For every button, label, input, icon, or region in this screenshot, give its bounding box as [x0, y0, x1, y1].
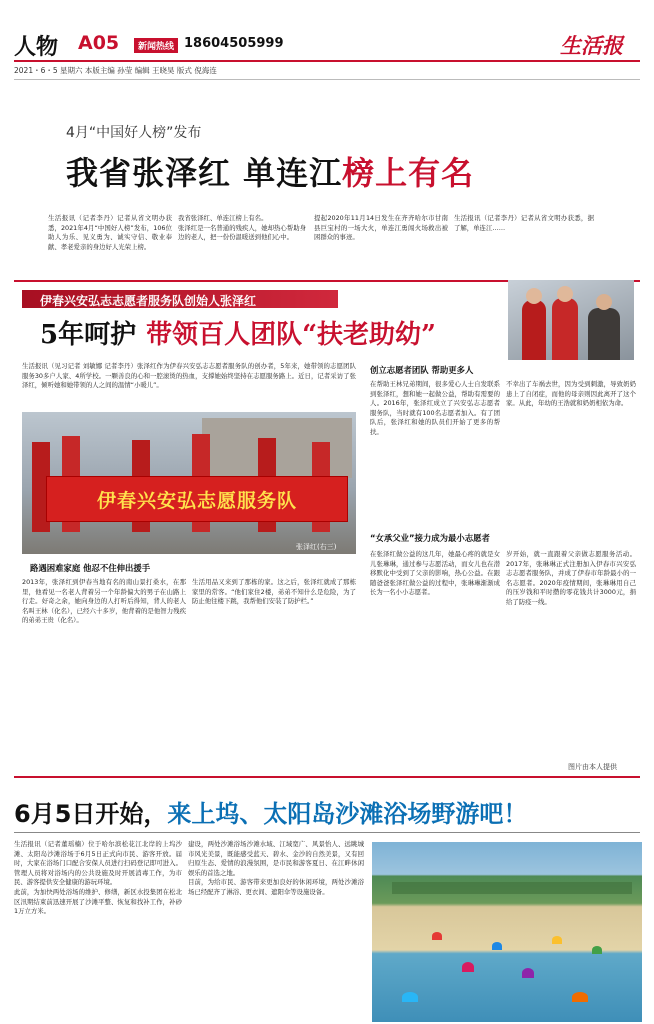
beach-photo [372, 842, 642, 1022]
story1-col1: 生活报讯（记者李丹）记者从省文明办获悉，2021年4月“中国好人榜”发布，106位助人为乐、见义勇为、诚实守信、敬业奉献、孝老爱亲的身边好人光荣上榜。 [48, 214, 172, 251]
story3-divider [14, 832, 640, 833]
dateline-rule [14, 79, 640, 80]
story2-sub2-text: 2013年，张泽红到伊春当地有名的南山景打桑水，在那里，他看见一名老人背着另一个年龄偏大的男子在山路上行走。好奇之余，她向身边的人打听后得知，背人的老人名叫王林（化名），已经六十多岁，他背着的是他智力残疾的弟弟王贵（化名）。 [22, 578, 186, 625]
story2-sub1-text: 在帮助王林兄弟期间，很多爱心人士自发联系到张泽红，想和她一起做公益，帮助有需要的人。2016年，张泽红成立了兴安弘志志愿者服务队，当时就有100名志愿者加入。有了团队后，张泽红和她的队员们开始了更多的帮扶。 [370, 380, 500, 436]
story2-kicker: 伊春兴安弘志志愿者服务队创始人张泽红 [40, 294, 257, 308]
team-banner-photo [22, 412, 356, 554]
section-title: 人物 [14, 34, 59, 60]
story1-col4: 生活报讯（记者李丹）记者从省文明办获悉，据了解，单连江…… [454, 214, 594, 232]
story2-lead: 生活报讯（见习记者 刘敏娜 记者李丹）张泽红作为伊春兴安弘志志愿者服务队的创办者，5年来，她带领的志愿团队服务30多户人家、4所学校。一颗善良的心和一腔滚烫的热血，支撑她始终坚持在志愿服务路上。近日，记者采访了张泽红，倾听她和她带领的人之间的温情“小暖儿”。 [22, 362, 356, 390]
story2-sub3-text: 在张泽红做公益的这几年，她最心疼的就是女儿张琳琳，通过参与志愿活动，而女儿也在潜移默化中受到了父亲的影响，热心公益。在跟随爸爸张泽红做公益的过程中，张琳琳渐渐成长为一名小小志愿者。 [370, 550, 500, 597]
story2-headline [40, 314, 436, 351]
banner-text: 伊春兴安弘志愿服务队 [96, 489, 297, 512]
page-code: A05 [78, 32, 120, 54]
masthead-rule [14, 60, 640, 62]
story3-col2: 建设，两处沙滩浴场沙滩水域、江域宽广、风景怡人、远眺城市风光美景，既能感受蓝天、碧水、金沙的自然美景，又有回归原生态、爱情的浪漫氛围，是市民和游客夏日、在江畔休闲娱乐的首选之地。 目前，为给市民、游客带来更加良好的休闲环境，两处沙滩浴场已经配齐了淋浴、更衣间、遮阳伞等设施设备。 [188, 840, 364, 896]
banner-cloth [46, 476, 348, 522]
story3-col1: 生活报讯（记者董瑶楠）位于哈尔滨松花江北岸的上坞沙滩、太阳岛沙滩浴场于6月5日正式向市民、游客开放。届时，大家在浴场门口配合安保人员进行扫码登记即可进入。管理人员将对浴场内的公共设施及时开展消毒工作，为市民、游客提供安全健康的游玩环境。 此前，为加快两处浴场的维护、修缮，新区水投集团在松北区汛期结束前迅速开展了沙滩平整、恢复和找补工作，补砂1万立方米。 [14, 840, 182, 916]
dateline: 2021・6・5 星期六 本版主编 孙莹 编辑 王晓昊 版式 倪海连 [14, 66, 217, 75]
story1-headline-main: 我省张泽红 单连江 [66, 154, 343, 192]
portrait-photo [508, 280, 634, 360]
story2-sub1-text2: 不幸出了车祸去世，因为受到刺激，导致奶奶患上了自闭症，而他的母亲则因此离开了这个家。从此，年幼的王浩就和奶奶相依为命。 [506, 380, 636, 408]
photo-credit: 图片由本人提供 [568, 763, 617, 771]
story3-headline [14, 794, 527, 829]
hotline-number: 18604505999 [184, 36, 284, 51]
story1-kicker: 4月“中国好人榜”发布 [66, 125, 202, 141]
brand-logo: 生活报 [560, 33, 623, 58]
story1-headline [66, 148, 474, 194]
story2-sub3-text2: 岁开始，就一直跟着父亲做志愿服务活动。2017年，张琳琳正式注册加入伊春市兴安弘志志愿者服务队，并成了伊春市年龄最小的一名志愿者。2020年疫情期间，张琳琳用自己的压岁钱和平时攒的零花钱共计3000元，捐给了防疫一线。 [506, 550, 636, 606]
story3-headline-main: 6月5日开始， [14, 800, 168, 828]
story2-headline-accent: 带领百人团队“扶老助幼” [146, 320, 437, 350]
subhead-2: 路遇困难家庭 他忍不住伸出援手 [30, 563, 151, 573]
story1-col3: 提起2020年11月14日发生在齐齐哈尔市甘南县巨宝村的一场大火，单连江勇闯火场救出被困群众的事迹。 [314, 214, 448, 242]
subhead-1: 创立志愿者团队 帮助更多人 [370, 365, 474, 375]
hotline-badge: 新闻热线 [134, 38, 178, 53]
story2-headline-main: 5年呵护 [40, 320, 137, 350]
story1-headline-accent: 榜上有名 [342, 154, 475, 192]
story2-divider [14, 776, 640, 778]
story1-col2: 我省张泽红、单连江榜上有名。 张泽红是一名普通的残疾人，她却热心帮助身边的老人，把一份份温暖送到他们心中。 [178, 214, 306, 242]
story2-sub2-text2: 生活用品又来到了那栋的家。这之后，张泽红就成了那栋家里的常客。“他们家住2楼，弟弟不知什么是危险，为了防止他往楼下跳，我帮他们安装了防护栏。” [192, 578, 356, 606]
subhead-3: “女承父业”接力成为最小志愿者 [370, 533, 490, 543]
photo-caption: 张泽红(右三) [296, 543, 337, 551]
story3-headline-accent: 来上坞、太阳岛沙滩浴场野游吧！ [167, 800, 528, 828]
